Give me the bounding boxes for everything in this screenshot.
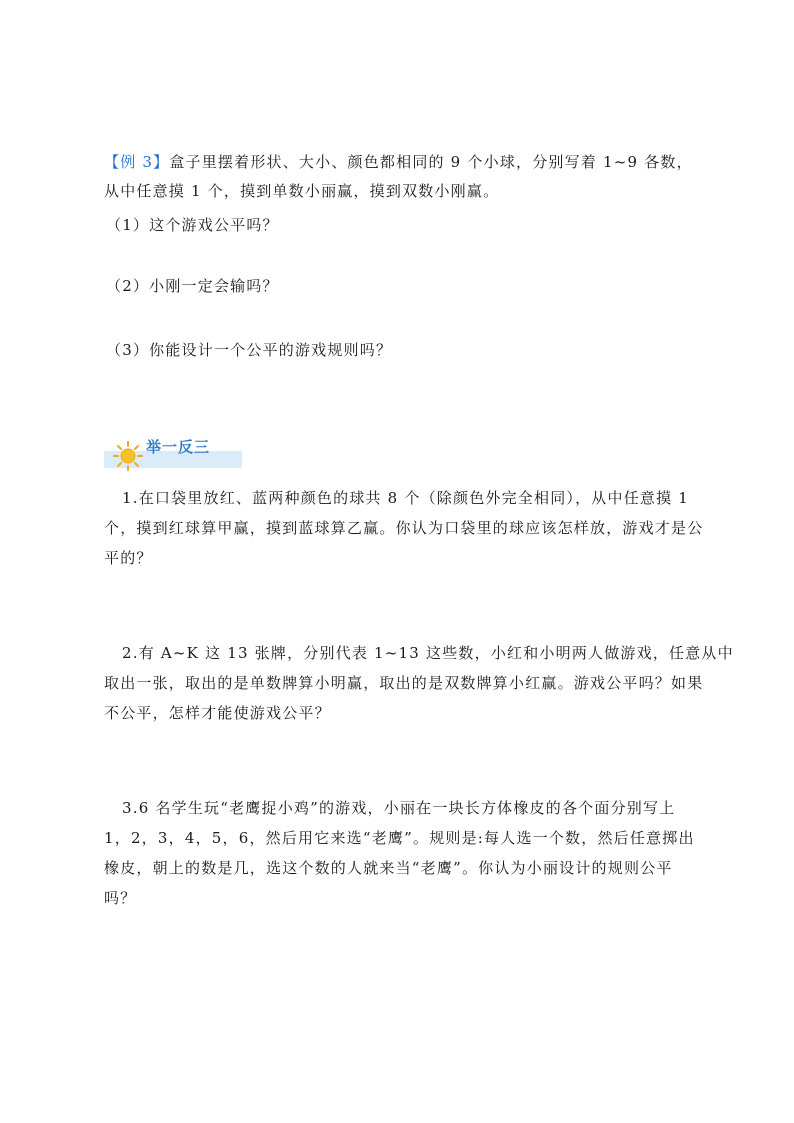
section-badge (104, 437, 244, 471)
example-text-1: 盒子里摆着形状、大小、颜色都相同的 9 个小球，分别写着 1~9 各数， (169, 153, 693, 171)
question-1: （1）这个游戏公平吗？ (106, 216, 279, 234)
problem-3-line-4: 吗？ (104, 889, 137, 907)
problem-2-line-3: 不公平，怎样才能使游戏公平？ (104, 704, 331, 722)
example-tag: 【例 3】 (104, 153, 170, 171)
problem-2-line-2: 取出一张，取出的是单数牌算小明赢，取出的是双数牌算小红赢。游戏公平吗？如果 (104, 674, 704, 692)
question-3: （3）你能设计一个公平的游戏规则吗？ (106, 341, 393, 359)
example-line-2: 从中任意摸 1 个，摸到单数小丽赢，摸到双数小刚赢。 (104, 182, 500, 200)
problem-3-line-3: 橡皮，朝上的数是几，选这个数的人就来当“老鹰”。你认为小丽设计的规则公平 (104, 859, 673, 877)
sun-icon (112, 441, 144, 471)
problem-3-line-1: 3.6 名学生玩“老鹰捉小鸡”的游戏，小丽在一块长方体橡皮的各个面分别写上 (122, 799, 676, 817)
problem-1-line-3: 平的？ (104, 549, 153, 567)
example-line-1 (104, 152, 693, 172)
problem-2-line-1: 2.有 A~K 这 13 张牌，分别代表 1~13 这些数，小红和小明两人做游戏，任意从中 (122, 644, 734, 662)
question-2: （2）小刚一定会输吗？ (106, 277, 279, 295)
problem-3-line-2: 1，2，3，4，5，6，然后用它来选“老鹰”。规则是:每人选一个数，然后任意掷出 (104, 829, 695, 847)
section-label: 举一反三 (146, 438, 211, 456)
problem-1-line-1: 1.在口袋里放红、蓝两种颜色的球共 8 个（除颜色外完全相同），从中任意摸 1 (122, 489, 690, 507)
problem-1-line-2: 个，摸到红球算甲赢，摸到蓝球算乙赢。你认为口袋里的球应该怎样放，游戏才是公 (104, 519, 704, 537)
